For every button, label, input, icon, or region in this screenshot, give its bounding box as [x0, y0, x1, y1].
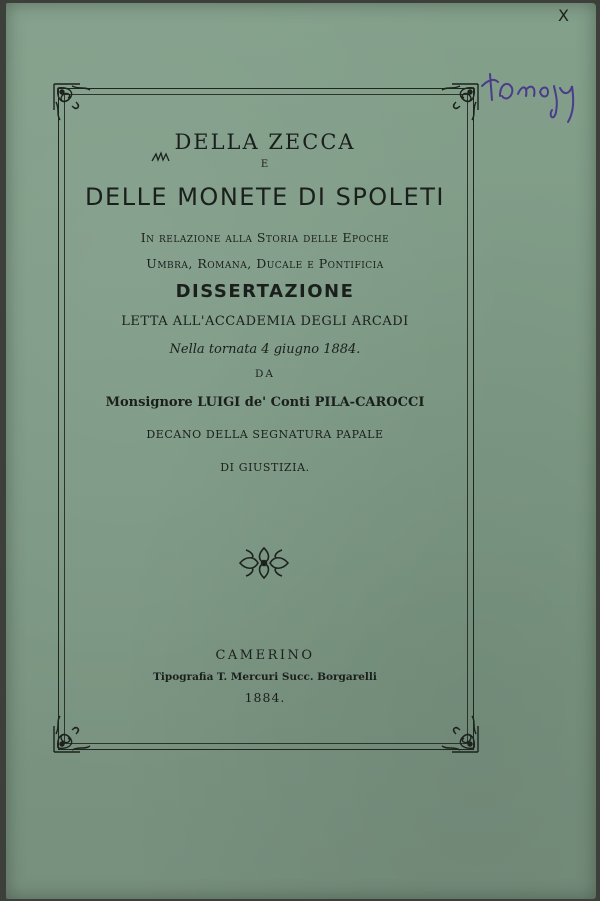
corner-ornament-bottom-left-icon: [50, 704, 102, 756]
handwritten-signature: [478, 66, 590, 128]
author-role-line-1: DECANO DELLA SEGNATURA PAPALE: [146, 428, 384, 441]
author-name: Monsignore LUIGI de' Conti PILA-CAROCCI: [105, 395, 425, 410]
imprint-city: CAMERINO: [215, 648, 315, 663]
corner-ornament-bottom-right-icon: [430, 704, 482, 756]
imprint-printer: Tipografia T. Mercuri Succ. Borgarelli: [153, 671, 377, 683]
imprint-year: 1884.: [244, 690, 286, 705]
subtitle-line-2: Umbra, Romana, Ducale e Pontificia: [146, 256, 384, 271]
central-fleuron-icon: [236, 544, 292, 582]
title-connector: E: [260, 159, 270, 170]
title-line-2: DELLE MONETE DI SPOLETI: [85, 183, 445, 211]
by-label: DA: [254, 368, 275, 380]
corner-ornament-top-left-icon: [50, 80, 102, 132]
genre-heading: DISSERTAZIONE: [175, 281, 355, 302]
session-date: Nella tornata 4 giugno 1884.: [169, 342, 361, 357]
corner-x-mark: X: [558, 6, 569, 25]
occasion-line: LETTA ALL'ACCADEMIA DEGLI ARCADI: [121, 314, 409, 329]
subtitle-line-1: In relazione alla Storia delle Epoche: [140, 230, 390, 245]
title-line-1: DELLA ZECCA: [174, 130, 356, 154]
author-role-line-2: DI GIUSTIZIA.: [220, 461, 310, 474]
corner-ornament-top-right-icon: [430, 80, 482, 132]
